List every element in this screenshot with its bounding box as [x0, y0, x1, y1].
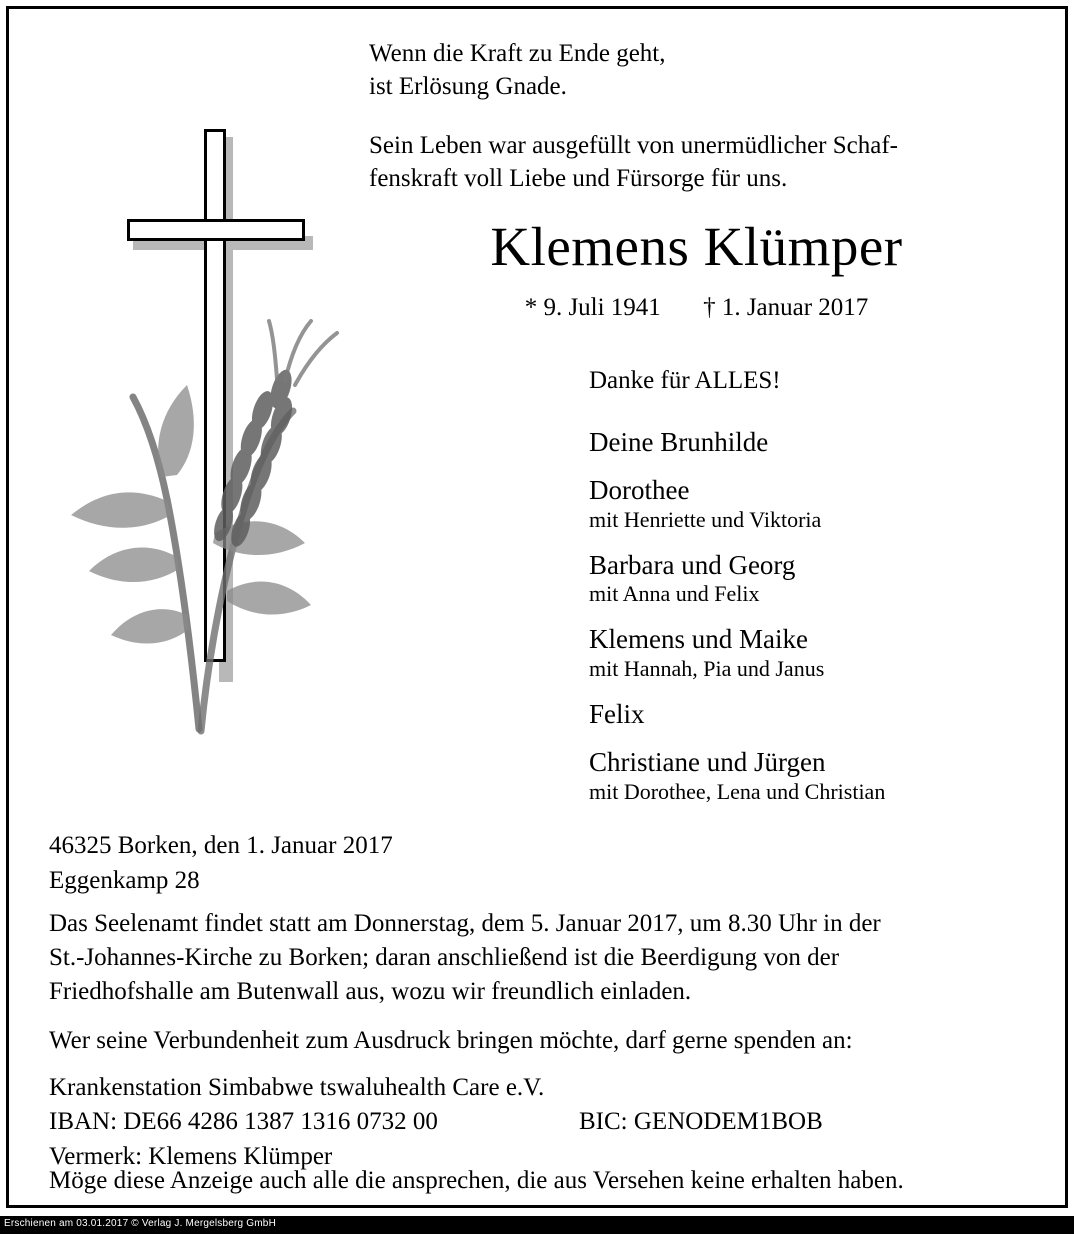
- service-line-1: Das Seelenamt findet statt am Donnerstag, dem 5. Januar 2017, um 8.30 Uhr in der: [49, 910, 881, 937]
- closing-line: Möge diese Anzeige auch alle die ansprechen, die aus Versehen keine erhalten haben.: [49, 1167, 904, 1194]
- life-line-2: fenskraft voll Liebe und Fürsorge für uns.: [369, 165, 788, 193]
- obituary-content: [9, 9, 1065, 1205]
- address-line-1: 46325 Borken, den 1. Januar 2017: [49, 832, 393, 859]
- cross-crossbar: [127, 219, 305, 241]
- family-group: [589, 475, 1029, 534]
- memorial-artwork: [49, 119, 369, 739]
- donation-iban: IBAN: DE66 4286 1387 1316 0732 00: [49, 1108, 438, 1135]
- family-sub-name: mit Anna und Felix: [589, 581, 760, 607]
- death-date: † 1. Januar 2017: [703, 294, 869, 321]
- donation-reference: Vermerk: Klemens Klümper: [49, 1142, 333, 1170]
- family-group: [589, 550, 1029, 609]
- wheat-stalk-icon: [49, 319, 349, 739]
- address-block: [49, 829, 393, 898]
- family-group: [589, 624, 1029, 683]
- life-line-1: Sein Leben war ausgefüllt von unermüdlicher Schaf-: [369, 132, 898, 159]
- donation-bank-row: [49, 1105, 1024, 1140]
- deceased-name: Klemens Klümper: [490, 216, 903, 277]
- quote-line-2: ist Erlösung Gnade.: [369, 73, 567, 100]
- family-main-name: Felix: [589, 698, 645, 729]
- deceased-dates: [369, 294, 1024, 322]
- service-line-3: Friedhofshalle am Butenwall aus, wozu wir freundlich einladen.: [49, 978, 692, 1005]
- service-line-2: St.-Johannes-Kirche zu Borken; daran anschließend ist die Beerdigung von der: [49, 944, 840, 971]
- thanks-line: Danke für ALLES!: [589, 367, 781, 394]
- publication-note: Erschienen am 03.01.2017 © Verlag J. Mergelsberg GmbH: [4, 1218, 276, 1229]
- birth-date: * 9. Juli 1941: [524, 294, 661, 321]
- family-list: [589, 427, 1029, 821]
- family-group: [589, 427, 1029, 459]
- family-main-name: Deine Brunhilde: [589, 427, 769, 457]
- family-group: [589, 699, 1029, 731]
- quote-line-1: Wenn die Kraft zu Ende geht,: [369, 40, 666, 67]
- family-main-name: Barbara und Georg: [589, 549, 796, 580]
- family-main-name: Dorothee: [589, 474, 690, 505]
- donation-organisation: Krankenstation Simbabwe tswaluhealth Care e.V.: [49, 1073, 545, 1101]
- donation-bic: BIC: GENODEM1BOB: [579, 1108, 823, 1135]
- opening-quote: [369, 37, 1029, 103]
- family-main-name: Christiane und Jürgen: [589, 746, 826, 777]
- family-sub-name: mit Dorothee, Lena und Christian: [589, 778, 886, 804]
- family-sub-name: mit Henriette und Viktoria: [589, 506, 822, 532]
- address-line-2: Eggenkamp 28: [49, 866, 200, 894]
- donation-intro: Wer seine Verbundenheit zum Ausdruck bringen möchte, darf gerne spenden an:: [49, 1027, 853, 1054]
- life-description: [369, 129, 1024, 196]
- family-sub-name: mit Hannah, Pia und Janus: [589, 656, 825, 682]
- family-group: [589, 747, 1029, 806]
- family-main-name: Klemens und Maike: [589, 624, 808, 655]
- service-details: [49, 907, 1024, 1009]
- donation-block: [49, 1024, 1024, 1174]
